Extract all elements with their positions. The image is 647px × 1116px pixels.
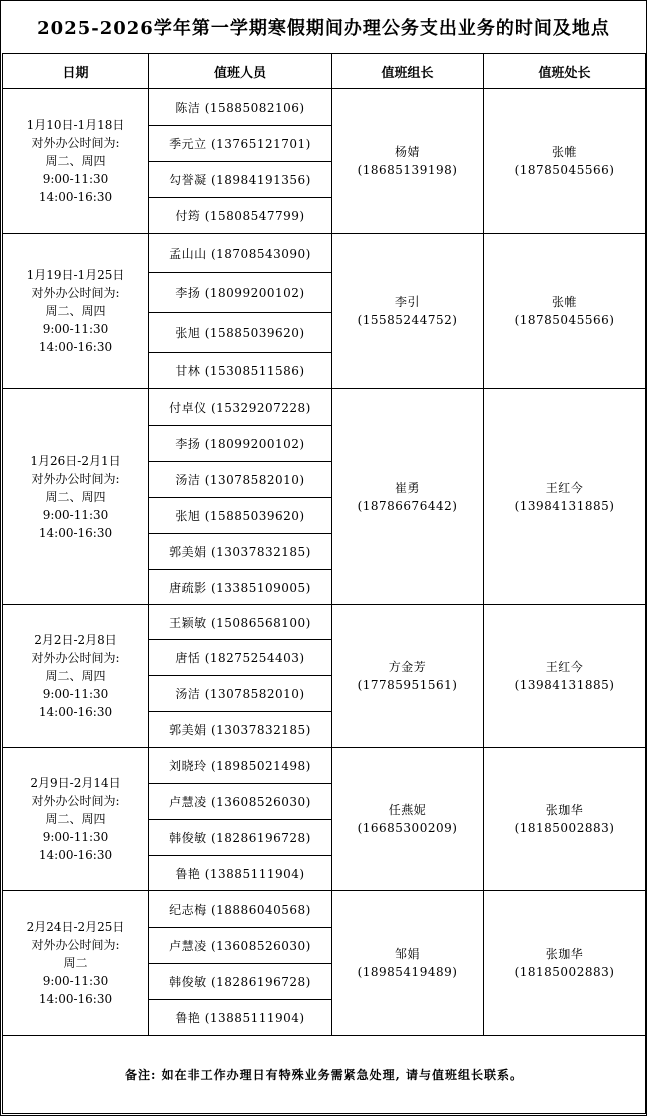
date-line: 14:00-16:30	[38, 992, 113, 1006]
chief-name: 张珈华	[545, 803, 584, 817]
date-line: 对外办公时间为:	[31, 938, 120, 952]
leader-phone: (18786676442)	[357, 498, 458, 513]
chief-phone: (18785045566)	[514, 313, 615, 327]
table-row	[3, 605, 646, 640]
director-cell	[484, 748, 646, 891]
leader-name: 任燕妮	[388, 803, 427, 817]
leader-phone: (18985419489)	[357, 965, 458, 979]
date-line: 9:00-11:30	[42, 172, 109, 186]
leader-name: 邹娟	[394, 947, 420, 961]
leader-name: 杨婧	[394, 145, 420, 159]
chief-phone: (13984131885)	[514, 678, 615, 692]
header-staff: 值班人员	[149, 54, 332, 89]
table-row	[3, 389, 646, 426]
staff-member: 韩俊敏 (18286196728)	[149, 964, 332, 1000]
staff-member: 李扬 (18099200102)	[149, 426, 332, 462]
date-line: 14:00-16:30	[38, 525, 113, 540]
staff-member: 卢慧凌 (13608526030)	[149, 928, 332, 964]
director-cell	[484, 891, 646, 1036]
chief-name: 王红今	[545, 480, 584, 495]
date-line: 9:00-11:30	[42, 507, 109, 522]
staff-member: 汤洁 (13078582010)	[149, 676, 332, 712]
staff-member: 唐恬 (18275254403)	[149, 640, 332, 676]
date-line: 1月26日-2月1日	[30, 453, 121, 468]
chief-name: 张帷	[551, 145, 577, 159]
chief-name: 张帷	[551, 295, 577, 309]
staff-member: 勾誉凝 (18984191356)	[149, 162, 332, 198]
staff-member: 纪志梅 (18886040568)	[149, 891, 332, 928]
table-row	[3, 89, 646, 126]
chief-name: 王红今	[545, 660, 584, 674]
staff-member: 韩俊敏 (18286196728)	[149, 820, 332, 856]
date-line: 9:00-11:30	[42, 974, 109, 988]
date-line: 1月19日-1月25日	[26, 268, 125, 282]
staff-member: 唐疏影 (13385109005)	[149, 570, 332, 605]
date-line: 对外办公时间为:	[31, 286, 120, 300]
team-leader-cell	[332, 748, 484, 891]
director-cell	[484, 605, 646, 748]
table-row	[3, 234, 646, 273]
leader-phone: (15585244752)	[357, 313, 458, 327]
staff-member: 付卓仪 (15329207228)	[149, 389, 332, 426]
date-cell	[3, 748, 149, 891]
leader-phone: (18685139198)	[357, 163, 458, 177]
staff-member: 刘晓玲 (18985021498)	[149, 748, 332, 784]
leader-name: 方金芳	[388, 660, 427, 674]
date-line: 14:00-16:30	[38, 705, 113, 719]
leader-name: 李引	[394, 295, 420, 309]
staff-member: 季元立 (13765121701)	[149, 126, 332, 162]
table-row	[3, 891, 646, 928]
date-line: 对外办公时间为:	[31, 136, 120, 150]
date-line: 周二、周四	[45, 669, 106, 683]
header-row	[3, 54, 646, 89]
schedule-body	[3, 89, 646, 1036]
date-line: 周二、周四	[45, 304, 106, 318]
director-cell	[484, 89, 646, 234]
director-cell	[484, 389, 646, 605]
staff-member: 甘林 (15308511586)	[149, 353, 332, 389]
staff-member: 汤洁 (13078582010)	[149, 462, 332, 498]
date-line: 2月9日-2月14日	[30, 776, 121, 790]
team-leader-cell	[332, 605, 484, 748]
staff-member: 郭美娟 (13037832185)	[149, 712, 332, 748]
date-line: 2月2日-2月8日	[34, 633, 117, 647]
date-line: 14:00-16:30	[38, 190, 113, 204]
date-cell	[3, 89, 149, 234]
staff-member: 张旭 (15885039620)	[149, 498, 332, 534]
chief-phone: (13984131885)	[514, 498, 615, 513]
header-date: 日期	[3, 54, 149, 89]
staff-member: 鲁艳 (13885111904)	[149, 856, 332, 891]
date-line: 2月24日-2月25日	[26, 920, 125, 934]
date-cell	[3, 234, 149, 389]
note-text: 备注: 如在非工作办理日有特殊业务需紧急处理, 请与值班组长联系。	[3, 1036, 646, 1114]
leader-phone: (16685300209)	[357, 821, 458, 835]
header-leader: 值班组长	[332, 54, 484, 89]
staff-member: 孟山山 (18708543090)	[149, 234, 332, 273]
date-line: 9:00-11:30	[42, 687, 109, 701]
date-line: 9:00-11:30	[42, 322, 109, 336]
staff-member: 付筠 (15808547799)	[149, 198, 332, 234]
chief-phone: (18185002883)	[514, 821, 615, 835]
date-cell	[3, 389, 149, 605]
date-cell	[3, 891, 149, 1036]
date-cell	[3, 605, 149, 748]
staff-member: 王颖敏 (15086568100)	[149, 605, 332, 640]
date-line: 周二、周四	[45, 812, 106, 826]
chief-phone: (18785045566)	[514, 163, 615, 177]
date-line: 14:00-16:30	[38, 848, 113, 862]
team-leader-cell	[332, 234, 484, 389]
date-line: 周二、周四	[45, 489, 106, 504]
team-leader-cell	[332, 389, 484, 605]
table-row	[3, 748, 646, 784]
note-row	[3, 1036, 646, 1114]
date-line: 对外办公时间为:	[31, 794, 120, 808]
duty-schedule-table	[2, 53, 646, 1114]
team-leader-cell	[332, 89, 484, 234]
chief-phone: (18185002883)	[514, 965, 615, 979]
date-line: 1月10日-1月18日	[26, 118, 125, 132]
staff-member: 鲁艳 (13885111904)	[149, 1000, 332, 1036]
chief-name: 张珈华	[545, 947, 584, 961]
staff-member: 李扬 (18099200102)	[149, 273, 332, 313]
staff-member: 张旭 (15885039620)	[149, 313, 332, 353]
header-chief: 值班处长	[484, 54, 646, 89]
leader-phone: (17785951561)	[357, 678, 458, 692]
date-line: 周二	[63, 956, 88, 970]
date-line: 9:00-11:30	[42, 830, 109, 844]
date-line: 14:00-16:30	[38, 340, 113, 354]
director-cell	[484, 234, 646, 389]
date-line: 周二、周四	[45, 154, 106, 168]
staff-member: 卢慧凌 (13608526030)	[149, 784, 332, 820]
staff-member: 陈洁 (15885082106)	[149, 89, 332, 126]
date-line: 对外办公时间为:	[31, 471, 120, 486]
date-line: 对外办公时间为:	[31, 651, 120, 665]
document-title: 2025-2026学年第一学期寒假期间办理公务支出业务的时间及地点	[37, 17, 610, 39]
leader-name: 崔勇	[394, 480, 420, 495]
team-leader-cell	[332, 891, 484, 1036]
staff-member: 郭美娟 (13037832185)	[149, 534, 332, 570]
